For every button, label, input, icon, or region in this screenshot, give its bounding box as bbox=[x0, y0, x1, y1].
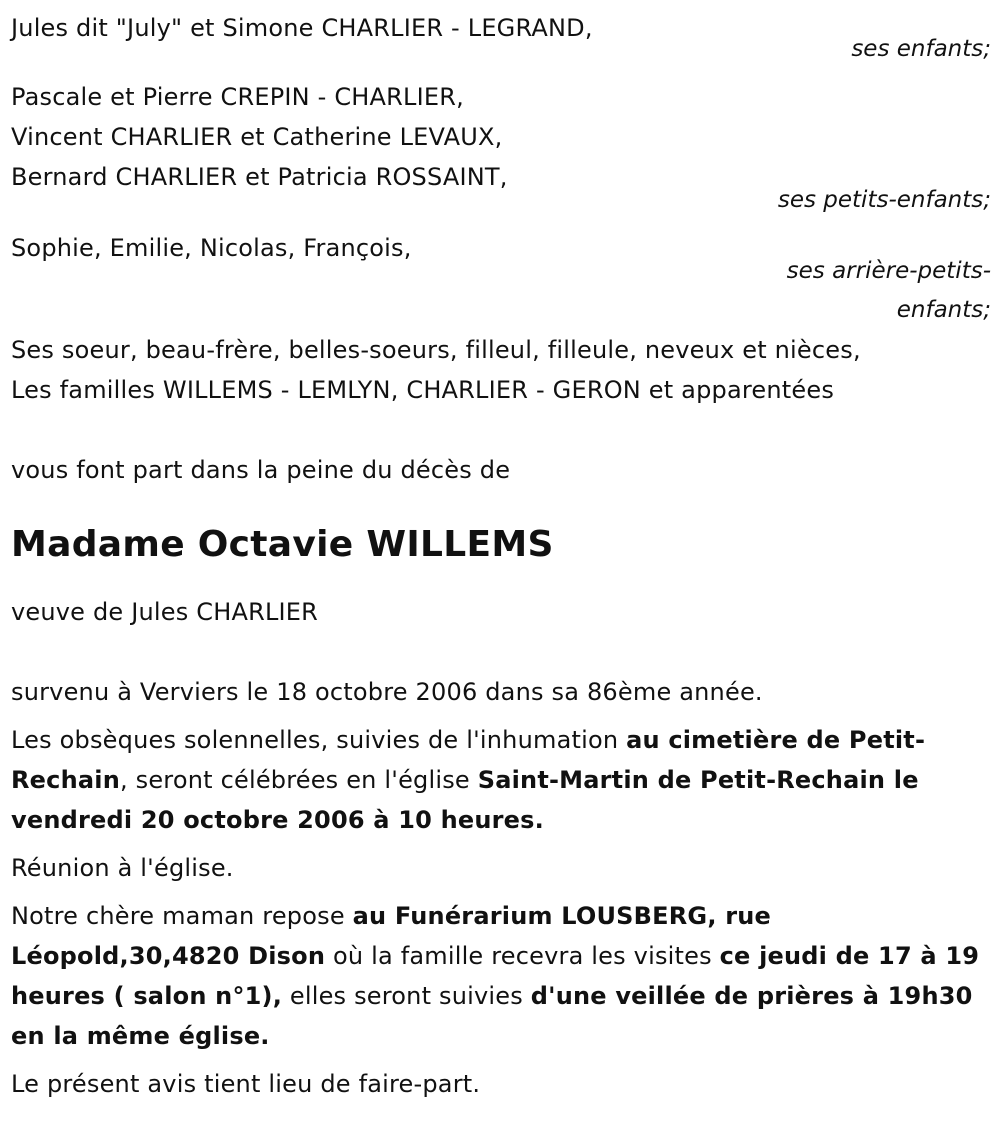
visitation-paragraph bbox=[11, 896, 991, 1056]
announcement-intro: vous font part dans la peine du décès de bbox=[11, 456, 511, 484]
prayer-vigil: d'une veillée de prières à 19h30 en la même église. bbox=[11, 982, 973, 1050]
church-meeting: Réunion à l'église. bbox=[11, 854, 234, 882]
funeral-paragraph bbox=[11, 720, 991, 840]
visitation-text-2: où la famille recevra les visites bbox=[325, 942, 720, 970]
children-role: ses enfants; bbox=[851, 36, 991, 62]
visitation-text-1: Notre chère maman repose bbox=[11, 902, 353, 930]
grandchildren-role: ses petits-enfants; bbox=[777, 187, 991, 213]
funeral-home-address: au Funérarium LOUSBERG, rue Léopold,30,4820 Dison bbox=[11, 902, 772, 970]
families-line: Les familles WILLEMS - LEMLYN, CHARLIER - GERON et apparentées bbox=[11, 376, 835, 404]
church-and-date: Saint-Martin de Petit-Rechain le vendredi 20 octobre 2006 à 10 heures. bbox=[11, 766, 919, 834]
relatives-line: Ses soeur, beau-frère, belles-soeurs, filleul, filleule, neveux et nièces, bbox=[11, 336, 861, 364]
children-names: Jules dit "July" et Simone CHARLIER - LEGRAND, bbox=[11, 14, 593, 42]
widow-of-line: veuve de Jules CHARLIER bbox=[11, 598, 319, 626]
visitation-text-3: elles seront suivies bbox=[282, 982, 531, 1010]
cemetery-location: au cimetière de Petit-Rechain bbox=[11, 726, 926, 794]
deceased-name: Madame Octavie WILLEMS bbox=[11, 524, 554, 565]
grandchildren-line-3: Bernard CHARLIER et Patricia ROSSAINT, bbox=[11, 163, 508, 191]
funeral-text-1: Les obsèques solennelles, suivies de l'inhumation bbox=[11, 726, 627, 754]
great-grandchildren-role-line-1: ses arrière-petits- bbox=[786, 258, 991, 284]
funeral-text-2: , seront célébrées en l'église bbox=[119, 766, 478, 794]
notice-closing: Le présent avis tient lieu de faire-part. bbox=[11, 1070, 481, 1098]
obituary-notice bbox=[11, 8, 991, 1104]
death-info: survenu à Verviers le 18 octobre 2006 dans sa 86ème année. bbox=[11, 678, 763, 706]
great-grandchildren-role-line-2: enfants; bbox=[896, 297, 991, 323]
visitation-hours: ce jeudi de 17 à 19 heures ( salon n°1), bbox=[11, 942, 980, 1010]
great-grandchildren-names: Sophie, Emilie, Nicolas, François, bbox=[11, 234, 412, 262]
grandchildren-line-1: Pascale et Pierre CREPIN - CHARLIER, bbox=[11, 83, 464, 111]
grandchildren-line-2: Vincent CHARLIER et Catherine LEVAUX, bbox=[11, 123, 503, 151]
